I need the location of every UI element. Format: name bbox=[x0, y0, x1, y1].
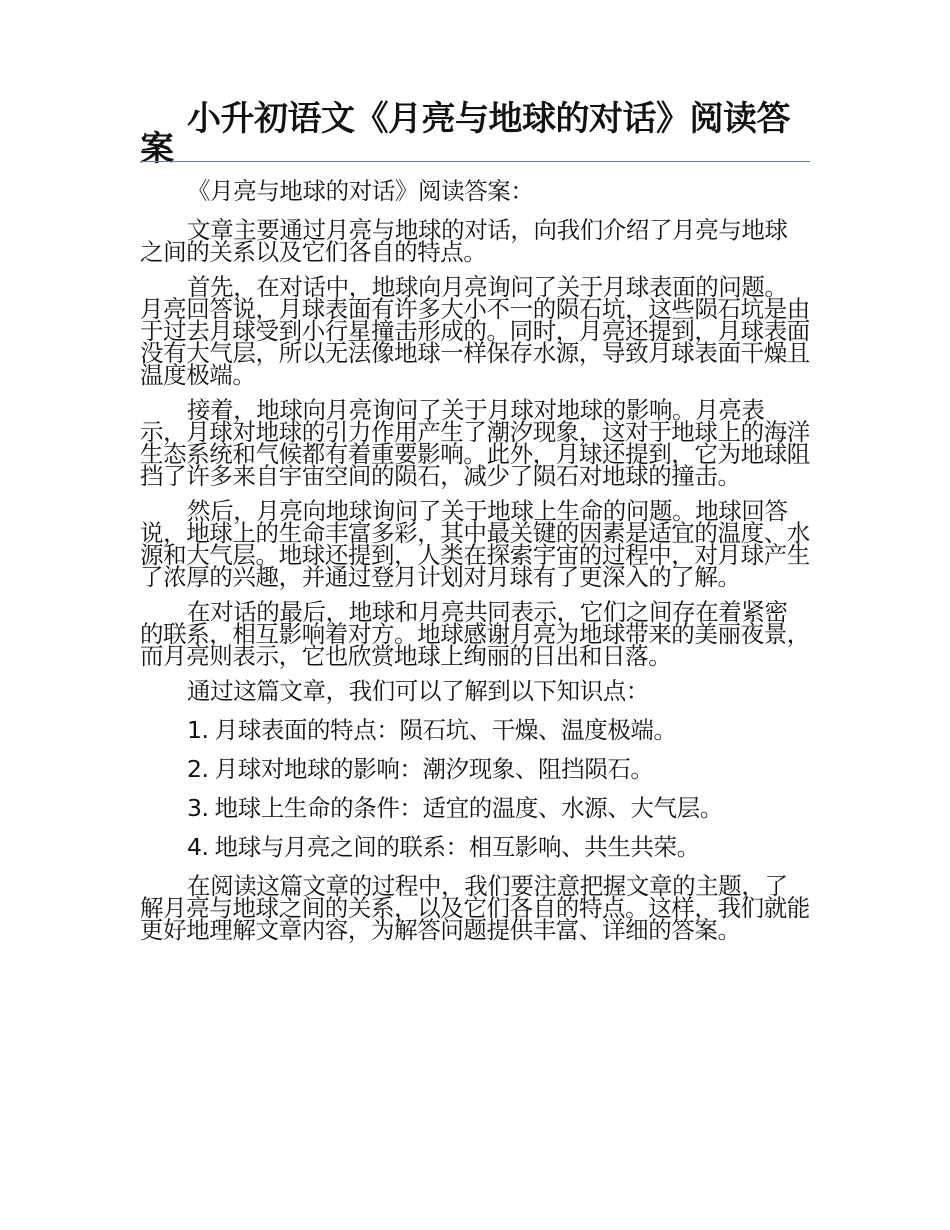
paragraph: 接着，地球向月亮询问了关于月球对地球的影响。月亮表示，月球对地球的引力作用产生了潮汐现象，这对于地球上的海洋生态系统和气候都有着重要影响。此外，月球还提到，它为地球阻挡了许多来自宇宙空间的陨石，减少了陨石对地球的撞击。 bbox=[140, 396, 810, 490]
list-item bbox=[140, 794, 810, 822]
list-text: 地球与月亮之间的联系：相互影响、共生共荣。 bbox=[214, 833, 700, 861]
paragraph: 首先，在对话中，地球向月亮询问了关于月球表面的问题。月亮回答说，月球表面有许多大小不一的陨石坑，这些陨石坑是由于过去月球受到小行星撞击形成的。同时，月亮还提到，月球表面没有大气层，所以无法像地球一样保存水源，导致月球表面干燥且温度极端。 bbox=[140, 273, 810, 389]
conclusion-paragraph: 在阅读这篇文章的过程中，我们要注意把握文章的主题，了解月亮与地球之间的关系，以及它们各自的特点。这样，我们就能更好地理解文章内容，为解答问题提供丰富、详细的答案。 bbox=[140, 872, 810, 944]
title-underline bbox=[140, 161, 810, 162]
paragraph: 文章主要通过月亮与地球的对话，向我们介绍了月亮与地球之间的关系以及它们各自的特点。 bbox=[140, 216, 788, 266]
list-text: 月球表面的特点：陨石坑、干燥、温度极端。 bbox=[214, 716, 677, 744]
intro-paragraph: 《月亮与地球的对话》阅读答案： bbox=[187, 177, 534, 205]
points-intro: 通过这篇文章，我们可以了解到以下知识点： bbox=[187, 677, 649, 705]
list-number: 4. bbox=[187, 833, 209, 861]
list-item bbox=[140, 716, 810, 744]
list-text: 地球上生命的条件：适宜的温度、水源、大气层。 bbox=[214, 794, 723, 822]
list-number: 1. bbox=[187, 716, 209, 744]
paragraph: 在对话的最后，地球和月亮共同表示，它们之间存在着紧密的联系，相互影响着对方。地球感谢月亮为地球带来的美丽夜景，而月亮则表示，它也欣赏地球上绚丽的日出和日落。 bbox=[140, 598, 810, 670]
list-item bbox=[140, 755, 810, 783]
list-number: 3. bbox=[187, 794, 209, 822]
paragraph: 然后，月亮向地球询问了关于地球上生命的问题。地球回答说，地球上的生命丰富多彩，其中最关键的因素是适宜的温度、水源和大气层。地球还提到，人类在探索宇宙的过程中，对月球产生了浓厚的兴趣，并通过登月计划对月球有了更深入的了解。 bbox=[140, 497, 810, 591]
document-title: 小升初语文《月亮与地球的对话》阅读答案 bbox=[140, 99, 790, 169]
document-body bbox=[140, 177, 810, 954]
list-text: 月球对地球的影响：潮汐现象、阻挡陨石。 bbox=[214, 755, 654, 783]
list-number: 2. bbox=[187, 755, 209, 783]
list-item bbox=[140, 833, 810, 861]
